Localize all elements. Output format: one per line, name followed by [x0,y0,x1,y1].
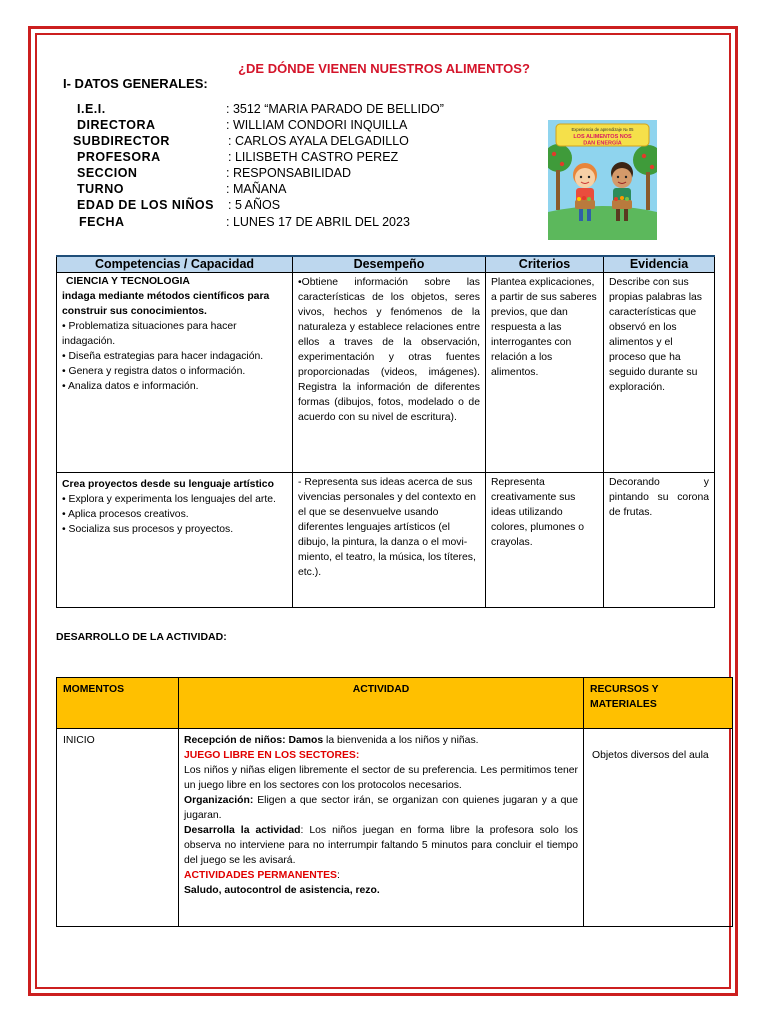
info-value: : MAÑANA [226,182,287,196]
experience-cover-image [548,120,657,240]
competencia-name: indaga mediante métodos científicos para construir sus conocimientos. [62,291,270,317]
actividad-table [56,677,733,927]
capacidad-item: • Genera y registra datos o información. [62,366,246,377]
cover-line3: DAN ENERGÍA [583,140,622,147]
header-desempeno: Desempeño [293,256,486,273]
capacidad-item: • Diseña estrategias para hacer indagación. [62,351,264,362]
header-competencias: Competencias / Capacidad [57,256,293,273]
recepcion-label: Recepción de niños: Damos [184,735,324,746]
saludo-text: Saludo, autocontrol de asistencia, rezo. [184,885,380,896]
evidencia-cell: Describe con sus propias palabras las características que observó en los alimentos y el proceso que ha seguido durante su exploración. [604,273,715,473]
desarrollo-heading: DESARROLLO DE LA ACTIVIDAD: [56,631,227,643]
info-label: FECHA [79,215,125,229]
document-title: ¿DE DÓNDE VIENEN NUESTROS ALIMENTOS? [238,61,530,76]
info-value: : LUNES 17 DE ABRIL DEL 2023 [226,215,410,229]
permanentes-colon: : [337,870,340,881]
actividad-cell [179,729,584,927]
info-label: TURNO [77,182,124,196]
info-label: SUBDIRECTOR [73,134,170,148]
desarrolla-text: : Los niños juegan en forma libre la profesora solo los observa no interviene para no interrumpir faltando 5 minutos para concluir el tiempo del juego se les avisará. [184,825,578,866]
competencia-name: Crea proyectos desde su lenguaje artístico [62,479,274,490]
desempeno-cell: - Representa sus ideas acerca de sus vivencias personales y del contexto en el que se desenvuelve usando diferentes lenguajes artísticos (el dibujo, la pintura, la danza o el movi-miento, el teatro, la música, los títeres, etc.). [293,473,486,608]
permanentes-line [184,868,578,883]
recepcion-line [184,733,578,748]
capacidad-item: • Socializa sus procesos y proyectos. [62,524,234,535]
info-label: DIRECTORA [77,118,156,132]
cover-line2: LOS ALIMENTOS NOS [573,134,632,140]
permanentes-label: ACTIVIDADES PERMANENTES [184,870,337,881]
datos-generales-heading: I- DATOS GENERALES: [63,76,208,91]
desarrolla-label: Desarrolla la actividad [184,825,301,836]
organizacion-line [184,793,578,823]
capacidad-item: • Aplica procesos creativos. [62,509,189,520]
capacidad-item: • Analiza datos e información. [62,381,199,392]
competencias-table [56,255,715,608]
table-row-ciencia [57,273,715,473]
table-row-arte [57,473,715,608]
juego-libre-label: JUEGO LIBRE EN LOS SECTORES: [184,750,360,761]
info-value: : 3512 “MARIA PARADO DE BELLIDO” [226,102,444,116]
actividad-header-row [57,678,733,729]
organizacion-text: Eligen a que sector irán, se organizan con quienes jugaran y a que jugaran. [184,795,578,821]
competencia-cell [57,273,293,473]
info-value: : CARLOS AYALA DELGADILLO [228,134,409,148]
info-value: : LILISBETH CASTRO PEREZ [228,150,399,164]
juego-libre-text: Los niños y niñas eligen libremente el sector de su preferencia. Les permitimos tener un juego libre en los sectores con los protocolos necesarios. [184,765,578,791]
organizacion-label: Organización: [184,795,254,806]
criterios-cell: Plantea explicaciones, a partir de sus saberes previos, que dan respuesta a las interrogantes con relación a los alimentos. [486,273,604,473]
info-value: : 5 AÑOS [228,198,281,212]
desempeno-cell: •Obtiene información sobre las características de los objetos, seres vivos, hechos y fenómenos de la naturaleza y establece relaciones entre ellos a traves de la observación, experimentación y otras fuentes proporcionadas (videos, imágenes). Registra la información de diferentes formas (dibujos, fotos, modelado o de acuerdo con su nivel de escritura). [293,273,486,473]
desarrolla-line [184,823,578,868]
info-label: PROFESORA [77,150,161,164]
recursos-cell: Objetos diversos del aula [584,729,733,927]
header-recursos: RECURSOS Y MATERIALES [584,678,733,729]
header-actividad: ACTIVIDAD [179,678,584,729]
info-value: : WILLIAM CONDORI INQUILLA [226,118,408,132]
recepcion-text: la bienvenida a los niños y niñas. [323,735,479,746]
table-row-inicio [57,729,733,927]
evidencia-cell: Decorando y pintando su corona de frutas. [604,473,715,608]
competencia-cell [57,473,293,608]
cover-line1: Experiencia de aprendizaje № 05 [571,127,634,132]
header-momentos: MOMENTOS [57,678,179,729]
info-value: : RESPONSABILIDAD [226,166,352,180]
info-label: EDAD DE LOS NIÑOS [77,198,214,212]
momento-cell: INICIO [57,729,179,927]
competencias-header-row [57,256,715,273]
capacidad-item: • Explora y experimenta los lenguajes del arte. [62,494,276,505]
header-evidencia: Evidencia [604,256,715,273]
criterios-cell: Representa creativamente sus ideas utilizando colores, plumones o crayolas. [486,473,604,608]
info-label: I.E.I. [77,102,106,116]
header-criterios: Criterios [486,256,604,273]
capacidad-item: • Problematiza situaciones para hacer indagación. [62,321,237,347]
info-label: SECCION [77,166,138,180]
area-name: CIENCIA Y TECNOLOGIA [66,276,190,287]
